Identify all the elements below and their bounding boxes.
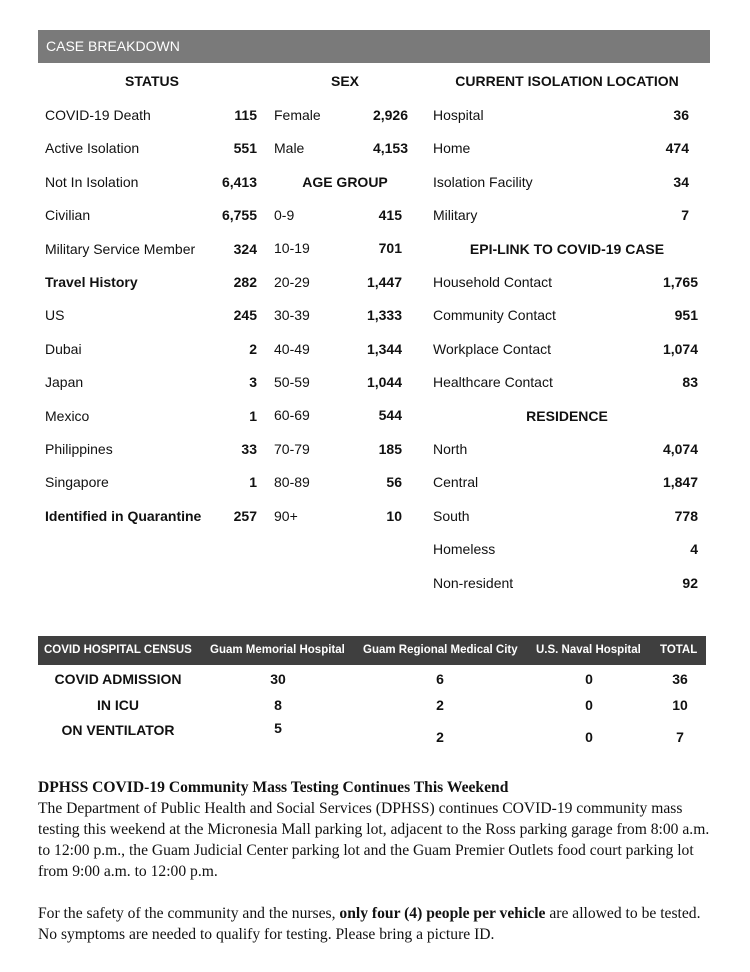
census-header-gmh: Guam Memorial Hospital [210,644,345,656]
status-row-label: Travel History [45,274,138,290]
isolation-row-label: Isolation Facility [433,173,533,190]
age-row-label: 20-29 [274,273,310,290]
status-row-value: 282 [233,274,257,290]
article-p2-text: For the safety of the community and the nurses, [38,905,340,922]
status-row-label: Civilian [45,207,91,224]
residence-row-value: 4 [690,541,698,558]
sex-row-value: 4,153 [372,140,408,157]
article-p2-text-end: are allowed to be tested. No symptoms are needed to qualify for testing. Please bring a picture ID. [38,905,701,943]
census-cell: 0 [585,729,593,745]
status-row-value: 551 [233,140,257,157]
isolation-row-label: Home [433,140,471,157]
article-title: DPHSS COVID-19 Community Mass Testing Continues This Weekend [38,779,509,796]
status-row-value: 1 [249,407,257,424]
status-row-value: 6,413 [221,173,257,190]
census-cell: 7 [676,729,684,745]
age-row-value: 701 [378,240,402,257]
age-row-value: 1,344 [366,340,402,357]
epi-row-value: 83 [682,374,698,391]
status-row-label: US [45,307,65,324]
age-group-header: AGE GROUP [302,174,388,190]
epi-row-value: 951 [674,307,698,324]
status-row-label: Philippines [45,441,113,457]
epi-link-header: EPI-LINK TO COVID-19 CASE [469,241,665,257]
sex-row-label: Male [274,140,305,157]
census-row-label: ON VENTILATOR [61,722,175,738]
status-row-value: 3 [249,374,257,391]
case-breakdown-banner: CASE BREAKDOWN [38,30,710,63]
status-row-value: 115 [234,107,257,123]
status-row-label: Dubai [45,340,82,357]
status-row-value: 33 [241,441,257,457]
census-cell: 2 [436,697,444,713]
isolation-row-value: 474 [665,140,689,157]
status-row-value: 2 [249,340,257,357]
status-row-label: Mexico [45,407,90,424]
status-row-value: 324 [233,240,257,257]
age-row-label: 10-19 [274,240,310,257]
age-row-label: 0-9 [274,207,295,223]
residence-row-label: Homeless [433,541,496,558]
census-header-grmc: Guam Regional Medical City [363,644,518,656]
age-row-label: 50-59 [274,374,310,390]
residence-row-value: 778 [674,507,698,524]
isolation-row-value: 7 [681,207,689,224]
article [38,777,718,945]
status-row-label: Active Isolation [45,140,140,157]
census-cell: 6 [436,671,444,687]
sex-header: SEX [330,73,359,89]
age-row-label: 30-39 [274,307,310,324]
residence-row-value: 92 [682,574,698,591]
residence-row-value: 4,074 [662,441,698,457]
census-header-title: COVID HOSPITAL CENSUS [44,644,192,656]
status-row-value: 1 [249,474,257,491]
census-cell: 8 [274,697,282,713]
census-cell: 0 [585,697,593,713]
residence-row-label: North [433,441,468,457]
status-row-label: COVID-19 Death [45,107,151,123]
article-p2-emphasis: only four (4) people per vehicle [339,905,546,922]
census-header-total: TOTAL [660,644,698,656]
status-row-value: 257 [233,507,257,524]
age-row-value: 1,044 [366,374,402,390]
status-row-value: 6,755 [221,207,257,224]
sex-row-label: Female [274,107,321,123]
age-row-value: 1,333 [366,307,402,324]
isolation-row-value: 34 [673,173,689,190]
epi-row-value: 1,074 [662,340,698,357]
epi-row-value: 1,765 [662,274,698,290]
isolation-row-label: Military [433,207,478,224]
status-row-value: 245 [233,307,257,324]
census-cell: 30 [270,671,286,687]
age-row-label: 70-79 [274,440,310,457]
age-row-value: 1,447 [366,273,402,290]
epi-row-label: Community Contact [433,307,556,324]
census-cell: 36 [672,671,688,687]
age-row-label: 60-69 [274,407,310,424]
age-row-value: 415 [378,207,402,223]
epi-row-label: Workplace Contact [433,340,552,357]
age-row-value: 185 [378,440,402,457]
census-cell: 5 [274,720,282,736]
census-header-row [38,636,706,665]
residence-row-label: Non-resident [433,574,514,591]
status-row-label: Japan [45,374,84,391]
residence-header: RESIDENCE [526,408,608,424]
census-cell: 2 [436,729,444,745]
status-row-label: Military Service Member [45,240,196,257]
census-row-label: IN ICU [97,697,139,713]
article-paragraph-2 [38,903,718,945]
census-cell: 10 [672,697,688,713]
isolation-row-value: 36 [673,107,689,123]
isolation-row-label: Hospital [433,107,484,123]
age-row-value: 544 [378,407,402,424]
residence-row-value: 1,847 [662,474,698,491]
age-row-value: 10 [386,507,402,524]
census-cell: 0 [585,671,593,687]
residence-row-label: South [433,507,470,524]
age-row-label: 80-89 [274,474,310,491]
status-row-label: Identified in Quarantine [45,507,202,524]
status-row-label: Not In Isolation [45,173,139,190]
epi-row-label: Healthcare Contact [433,374,553,391]
isolation-header: CURRENT ISOLATION LOCATION [455,73,679,89]
status-row-label: Singapore [45,474,109,491]
age-row-label: 90+ [274,507,298,524]
residence-row-label: Central [433,474,479,491]
status-header: STATUS [125,73,179,89]
age-row-label: 40-49 [274,340,310,357]
census-header-usnh: U.S. Naval Hospital [536,644,641,656]
age-row-value: 56 [386,474,402,491]
epi-row-label: Household Contact [433,274,553,290]
sex-row-value: 2,926 [372,107,408,123]
article-paragraph-1: The Department of Public Health and Social Services (DPHSS) continues COVID-19 community mass testing this weekend at the Micronesia Mall parking lot, adjacent to the Ross parking garage from 8:00 a.m. to 12:00 p.m., the Guam Judicial Center parking lot and the Guam Premier Outlets food court parking lot from 9:00 a.m. to 12:00 p.m. [38,800,710,880]
census-row-label: COVID ADMISSION [54,671,182,687]
